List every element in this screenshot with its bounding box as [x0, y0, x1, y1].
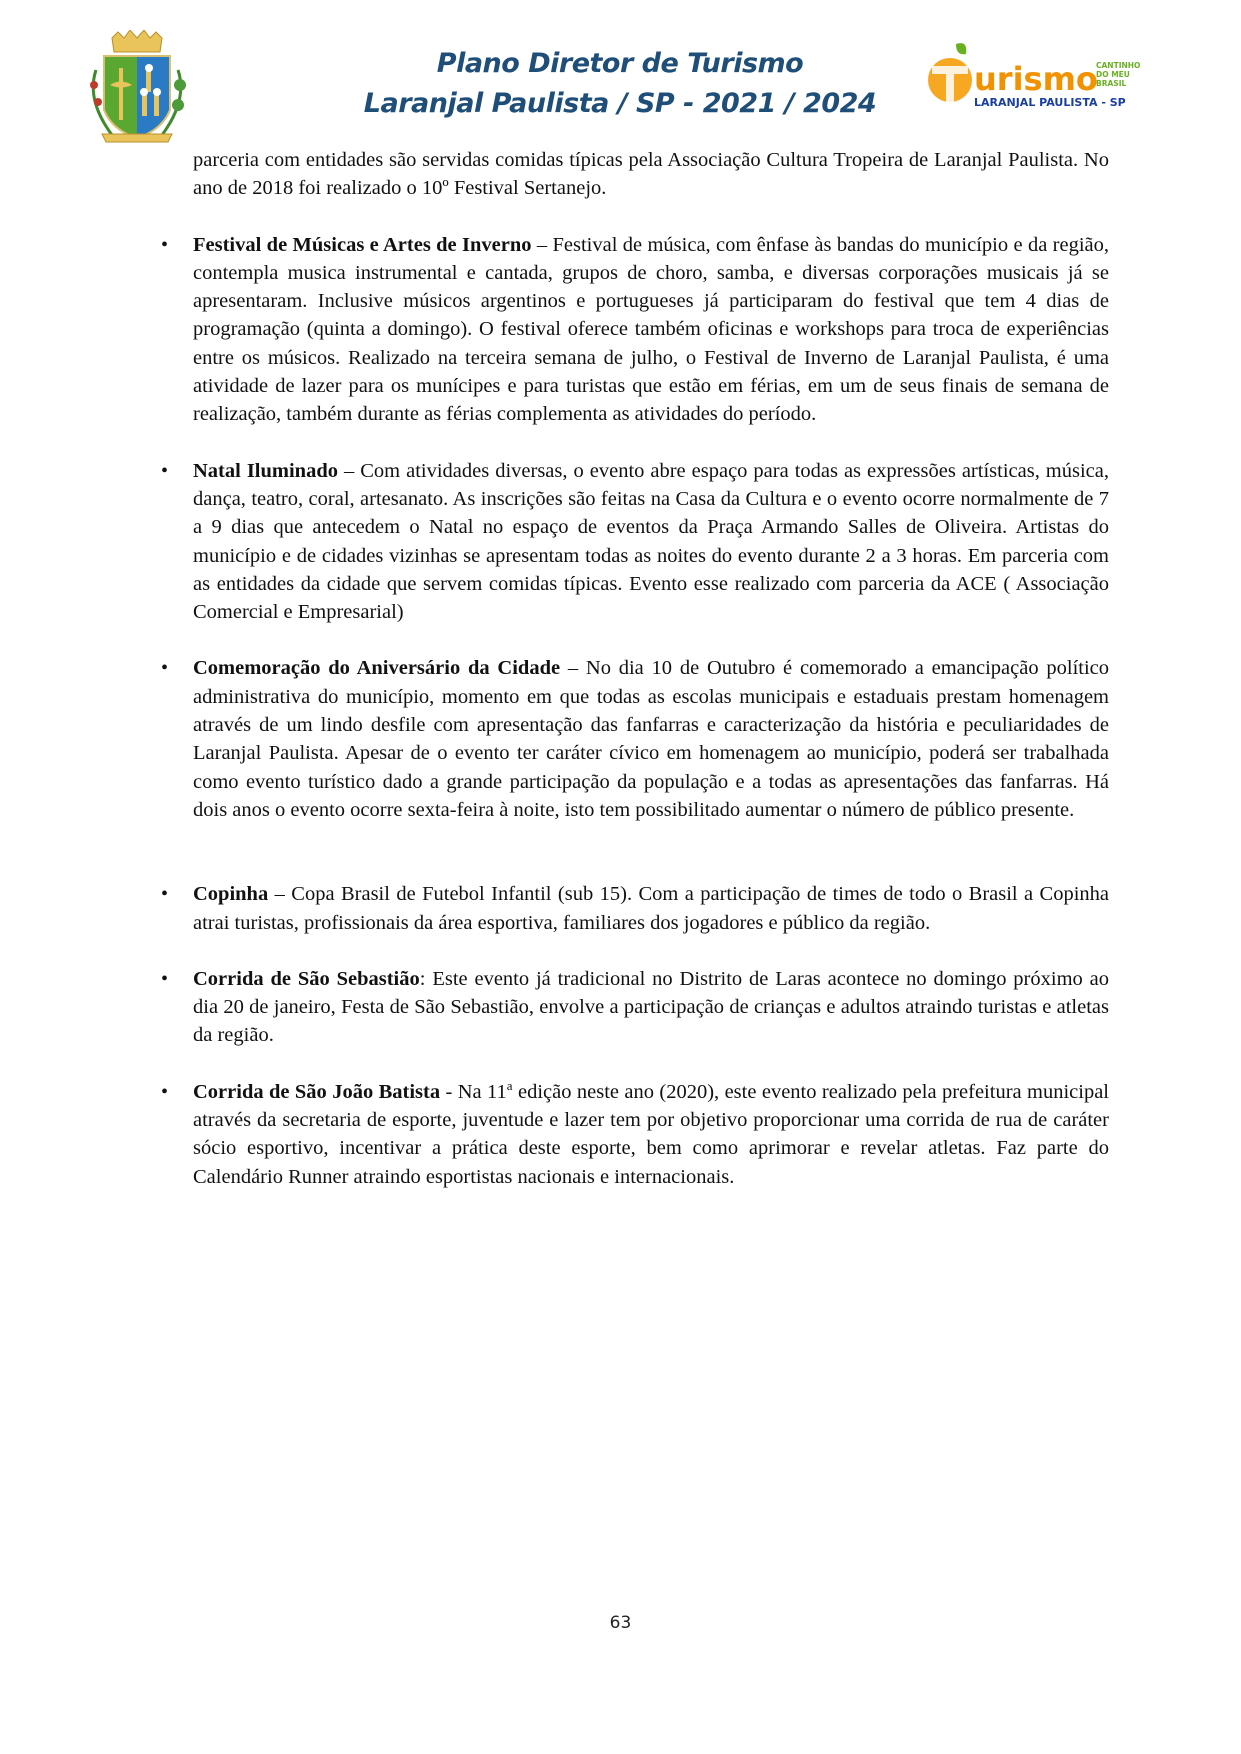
item-text: Copa Brasil de Futebol Infantil (sub 15). Com a participação de times de todo o Brasil a Copinha atrai turistas, profissionais da área esportiva, familiares dos jogadores e público da região. [193, 883, 1110, 934]
bullet-icon: • [161, 967, 169, 990]
list-item [161, 231, 1109, 429]
svg-text:CANTINHO: CANTINHO [1096, 61, 1141, 70]
item-text: Festival de música, com ênfase às bandas do município e da região, contempla musica instrumental e cantada, grupos de choro, samba, e diversas corporações musicais já se apresentaram. Inclusive músicos argentinos e portugueses já participaram do festival que tem 4 dias de programação (quinta a domingo). O festival oferece também oficinas e workshops para troca de experiências entre os músicos. Realizado na terceira semana de julho, o Festival de Inverno de Laranjal Paulista, é uma atividade de lazer para os munícipes e para turistas que estão em férias, em um de seus finais de semana de realização, também durante as férias complementa as atividades do período. [193, 233, 1109, 426]
item-text: Este evento já tradicional no Distrito de Laras acontece no domingo próximo ao dia 20 de janeiro, Festa de São Sebastião, envolve a participação de crianças e adultos atraindo turistas e atletas da região. [193, 967, 1109, 1047]
coat-of-arms-logo [82, 30, 192, 150]
item-separator: – [337, 459, 361, 482]
item-title: Festival de Músicas e Artes de Inverno [193, 233, 532, 256]
item-separator: - [440, 1080, 458, 1103]
ordinal-superscript: a [506, 1077, 513, 1093]
list-item [161, 965, 1109, 1050]
svg-text:LARANJAL PAULISTA - SP: LARANJAL PAULISTA - SP [974, 96, 1126, 109]
item-title: Natal Iluminado [193, 459, 338, 482]
turismo-logo-icon [918, 40, 1158, 120]
document-subtitle: Laranjal Paulista / SP - 2021 / 2024 [363, 88, 877, 119]
svg-text:urismo: urismo [974, 60, 1098, 98]
intro-paragraph: parceria com entidades são servidas comidas típicas pela Associação Cultura Tropeira de Laranjal Paulista. No ano de 2018 foi realizado o 10º Festival Sertanejo. [193, 149, 1109, 200]
item-separator: – [560, 657, 586, 680]
coat-of-arms-icon [82, 30, 192, 150]
svg-text:DO MEU: DO MEU [1096, 70, 1130, 79]
page-number: 63 [609, 1613, 632, 1633]
svg-text:BRASIL: BRASIL [1096, 79, 1127, 88]
item-text: Com atividades diversas, o evento abre espaço para todas as expressões artísticas, música, dança, teatro, coral, artesanato. As inscrições são feitas na Casa da Cultura e o evento ocorre normalmente de 7 a 9 dias que antecedem o Natal no espaço de eventos da Praça Armando Salles de Oliveira. Artistas do município e de cidades vizinhas se apresentam todas as noites do evento durante 2 a 3 horas. Em parceria com as entidades da cidade que servem comidas típicas. Evento esse realizado com parceria da ACE ( Associação Comercial e Empresarial) [193, 459, 1110, 624]
item-title: Copinha [193, 883, 269, 906]
item-separator: – [531, 233, 553, 256]
item-text: No dia 10 de Outubro é comemorado a emancipação político administrativa do município, momento em que todas as escolas municipais e estaduais prestam homenagem através de um lindo desfile com apresentação das fanfarras e caracterização da história e peculiaridades de Laranjal Paulista. Apesar de o evento ter caráter cívico em homenagem ao município, poderá ser trabalhada como evento turístico dado a grande participação da população e a todas as apresentações das fanfarras. Há dois anos o evento ocorre sexta-feira à noite, isto tem possibilitado aumentar o número de público presente. [193, 657, 1110, 821]
bullet-icon: • [161, 459, 169, 482]
bullet-icon: • [161, 657, 169, 680]
item-title: Corrida de São João Batista [193, 1080, 441, 1103]
bullet-icon: • [161, 883, 169, 906]
item-title: Comemoração do Aniversário da Cidade [193, 657, 561, 680]
item-text: edição neste ano (2020), este evento realizado pela prefeitura municipal através da secretaria de esporte, juventude e lazer tem por objetivo proporcionar uma corrida de rua de caráter sócio esportivo, incentivar a prática deste esporte, bem como aprimorar e revelar atletas. Faz parte do Calendário Runner atraindo esportistas nacionais e internacionais. [193, 1080, 1109, 1188]
item-separator: – [268, 883, 292, 906]
item-text-start: Na 11 [457, 1080, 507, 1103]
bullet-icon: • [161, 1080, 169, 1103]
item-separator: : [419, 967, 433, 990]
document-body [161, 146, 1110, 1191]
turismo-logo [918, 40, 1158, 120]
item-title: Corrida de São Sebastião [193, 967, 420, 990]
document-title: Plano Diretor de Turismo [436, 48, 804, 79]
list-item [161, 654, 1110, 824]
bullet-icon: • [161, 233, 169, 256]
list-item [161, 457, 1110, 627]
list-item [161, 1077, 1109, 1191]
list-item [161, 880, 1110, 937]
